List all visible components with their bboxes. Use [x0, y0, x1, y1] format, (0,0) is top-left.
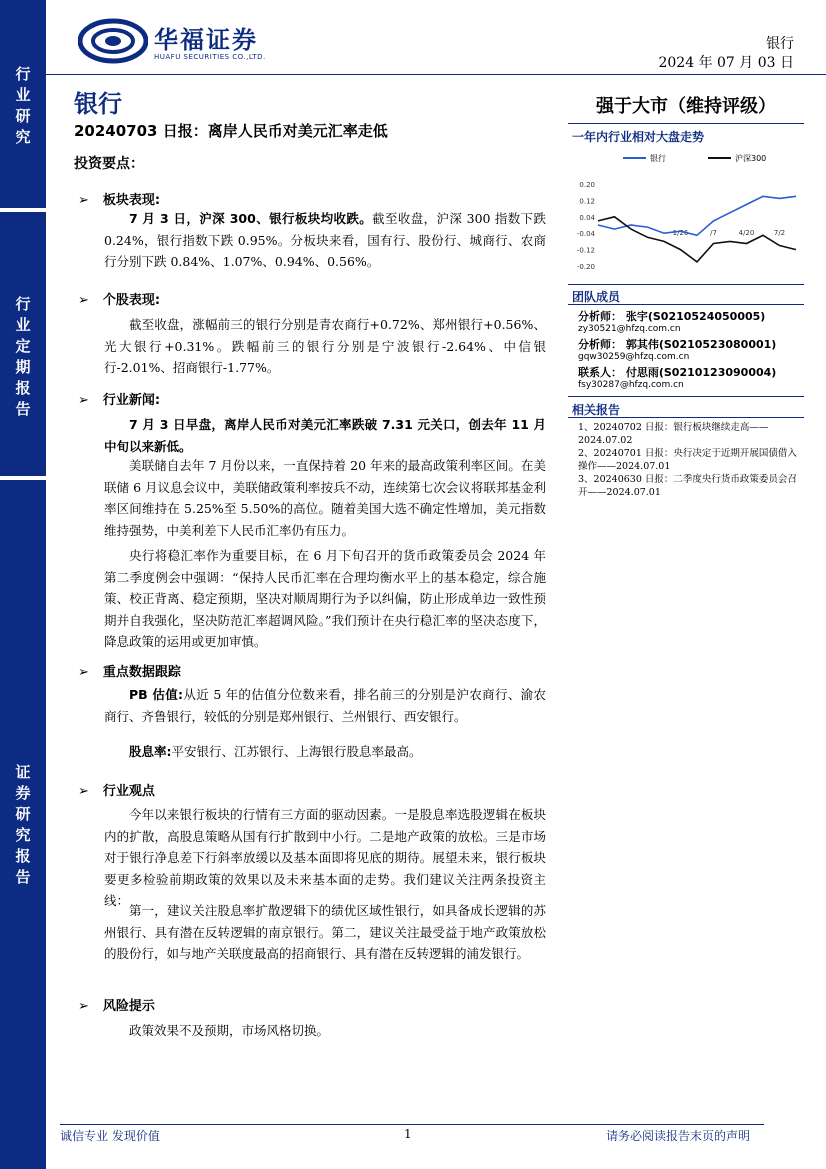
- paragraph-body: 从近 5 年的估值分位数来看，排名前三的分别是沪农商行、渝农商行、齐鲁银行，较低的分别是郑州银行、兰州银行、西安银行。: [104, 687, 546, 724]
- footer-disclaimer-note: 请务必阅读报告末页的声明: [606, 1129, 751, 1143]
- section-title: 行业新闻:: [102, 393, 161, 408]
- paragraph-lead: 7 月 3 日，沪深 300、银行板块均收跌。: [129, 211, 373, 226]
- analyst-card-2: [578, 336, 814, 362]
- section-title: 重点数据跟踪: [102, 665, 181, 680]
- y-tick-label: -0.20: [576, 263, 595, 271]
- x-tick-label: /7: [710, 229, 717, 237]
- section-heading-risk: [78, 995, 155, 1014]
- analyst-name: 张宇(S0210524050005): [625, 310, 766, 323]
- logo-emblem-icon: [78, 18, 148, 64]
- bullet-arrow-icon: ➢: [78, 999, 89, 1014]
- related-title: 相关报告: [572, 403, 621, 417]
- footer-slogan: 诚信专业 发现价值: [60, 1129, 160, 1143]
- brand-logo: [78, 18, 288, 64]
- related-report-1[interactable]: 1、20240702 日报：银行板块继续走高——2024.07.02: [578, 422, 769, 446]
- analyst-role: 分析师：: [578, 338, 622, 351]
- y-tick-label: -0.04: [576, 230, 595, 239]
- legend-label-bank: 银行: [650, 154, 666, 163]
- report-subtitle: 20240703 日报：离岸人民币对美元汇率走低: [74, 122, 388, 140]
- sidebar-label-industry-research: 行业研究: [13, 66, 32, 150]
- bullet-arrow-icon: ➢: [78, 193, 89, 208]
- bullet-arrow-icon: ➢: [78, 784, 89, 799]
- rating-divider: [568, 123, 804, 124]
- header-date: 2024 年 07 月 03 日: [658, 55, 794, 71]
- paragraph-sector: [104, 208, 546, 273]
- series-line-bank: [598, 196, 796, 235]
- y-tick-label: 0.20: [579, 181, 595, 189]
- analyst-email[interactable]: zy30521@hfzq.com.cn: [578, 324, 681, 334]
- section-heading-data: [78, 661, 181, 680]
- analyst-role: 联系人：: [578, 366, 622, 379]
- related-divider: [568, 417, 804, 418]
- related-top-divider: [568, 396, 804, 397]
- header-industry: 银行: [766, 36, 794, 52]
- x-tick-label: 7/2: [773, 229, 786, 237]
- sidebar-label-periodic-report: 行业定期报告: [13, 296, 32, 422]
- team-title: 团队成员: [572, 290, 621, 304]
- analyst-email[interactable]: fsy30287@hfzq.com.cn: [578, 380, 684, 390]
- left-sidebar: [0, 0, 46, 1169]
- section-title: 个股表现:: [102, 293, 161, 308]
- analyst-card-1: [578, 308, 814, 334]
- section-heading-view: [78, 780, 155, 799]
- bullet-arrow-icon: ➢: [78, 293, 89, 308]
- y-tick-label: 0.12: [579, 197, 595, 206]
- paragraph-body: 截至收盘，沪深 300 指数下跌 0.24%，银行指数下跌 0.95%。分板块来看，国有行、股份行、城商行、农商行分别下跌 0.84%、1.07%、0.94%、0.56%。: [104, 211, 546, 269]
- y-tick-label: -0.12: [576, 246, 595, 255]
- paragraph-news-pboc: 央行将稳汇率作为重要目标，在 6 月下旬召开的货币政策委员会 2024 年第二季度例会中强调：“保持人民币汇率在合理均衡水平上的基本稳定，综合施策、校正背离、稳定预期，坚决对顺周期行为予以纠偏，防止形成单边一致性预期并自我强化，坚决防范汇率超调风险。”我们预计在央行稳汇率的坚决态度下，降息政策的运用或更加审慎。: [104, 548, 546, 649]
- paragraph-news-lead: [104, 414, 546, 457]
- report-title: 银行: [74, 90, 122, 118]
- chart-title: 一年内行业相对大盘走势: [572, 130, 705, 144]
- page-number: 1: [404, 1127, 412, 1141]
- section-heading-news: [78, 389, 160, 408]
- paragraph-dividend: [104, 741, 546, 763]
- chart-legend: [623, 153, 766, 163]
- legend-label-csi300: 沪深300: [735, 154, 767, 163]
- analyst-name: 郭其伟(S0210523080001): [625, 338, 777, 351]
- section-heading-stocks: [78, 289, 160, 308]
- key-points-heading: 投资要点：: [74, 156, 144, 172]
- paragraph-stocks: 截至收盘，涨幅前三的银行分别是青农商行+0.72%、郑州银行+0.56%、光大银行+0.31%。跌幅前三的银行分别是宁波银行-2.64%、中信银行-2.01%、招商银行-1.77%。: [104, 317, 546, 375]
- rating-label: 强于大市（维持评级）: [596, 96, 776, 117]
- paragraph-news-fed: 美联储自去年 7 月份以来，一直保持着 20 年来的最高政策利率区间。在美联储 6 月议息会议中，美联储政策利率按兵不动，连续第七次会议将联邦基金利率区间维持在 5.25%至 5.50%的高位。随着美国大选不确定性增加，美元指数维持强势，中美利差下人民币汇率仍有压力。: [104, 458, 546, 538]
- paragraph-lead: PB 估值:: [129, 687, 184, 702]
- y-tick-label: 0.04: [579, 213, 595, 222]
- x-tick-label: 1/26: [672, 229, 689, 237]
- series-line-csi300: [598, 217, 796, 262]
- bullet-arrow-icon: ➢: [78, 665, 89, 680]
- section-title: 行业观点: [102, 784, 155, 799]
- section-title: 板块表现:: [102, 193, 161, 208]
- footer-divider: [60, 1124, 764, 1125]
- sidebar-block-industry-research: [0, 0, 46, 208]
- sidebar-block-periodic-report: [0, 212, 46, 476]
- sidebar-label-securities-report: 证券研究报告: [13, 764, 32, 890]
- team-divider: [568, 304, 804, 305]
- paragraph-view-1: 今年以来银行板块的行情有三方面的驱动因素。一是股息率选股逻辑在板块内的扩散，高股息策略从国有行扩散到中小行。二是地产政策的放松。三是市场对于银行净息差下行斜率放缓以及基本面即将见底的期待。展望未来，银行板块要更多检验前期政策的效果以及未来基本面的走势。我们建议关注两条投资主线：: [104, 807, 546, 908]
- paragraph-view-2: 第一，建议关注股息率扩散逻辑下的绩优区域性银行，如具备成长逻辑的苏州银行、具有潜在反转逻辑的南京银行。第二，建议关注最受益于地产政策放松的股份行，如与地产关联度最高的招商银行、具有潜在反转逻辑的浦发银行。: [104, 903, 546, 961]
- related-report-3[interactable]: 3、20240630 日报：二季度央行货币政策委员会召开——2024.07.01: [578, 474, 797, 498]
- analyst-card-3: [578, 364, 814, 390]
- paragraph-lead: 7 月 3 日早盘，离岸人民币对美元汇率跌破 7.31 元关口，创去年 11 月中旬以来新低。: [104, 417, 546, 454]
- header-divider: [46, 74, 826, 75]
- section-title: 风险提示: [102, 999, 155, 1014]
- chart-divider: [568, 284, 804, 285]
- paragraph-body: 平安银行、江苏银行、上海银行股息率最高。: [171, 744, 422, 759]
- relative-performance-chart: [568, 148, 804, 280]
- analyst-email[interactable]: gqw30259@hfzq.com.cn: [578, 352, 690, 362]
- sidebar-block-securities-report: [0, 480, 46, 1169]
- section-heading-sector: [78, 189, 160, 208]
- analyst-role: 分析师：: [578, 310, 622, 323]
- analyst-name: 付思雨(S0210123090004): [625, 366, 777, 379]
- brand-name-en: HUAFU SECURITIES CO.,LTD.: [154, 53, 266, 61]
- paragraph-pb: [104, 684, 546, 727]
- bullet-arrow-icon: ➢: [78, 393, 89, 408]
- paragraph-lead: 股息率:: [129, 744, 172, 759]
- related-report-2[interactable]: 2、20240701 日报：央行决定于近期开展国债借入操作——2024.07.01: [578, 448, 797, 472]
- x-tick-label: 4/20: [738, 229, 755, 237]
- brand-name-cn: 华福证券: [154, 26, 258, 54]
- paragraph-risk: 政策效果不及预期，市场风格切换。: [129, 1023, 330, 1038]
